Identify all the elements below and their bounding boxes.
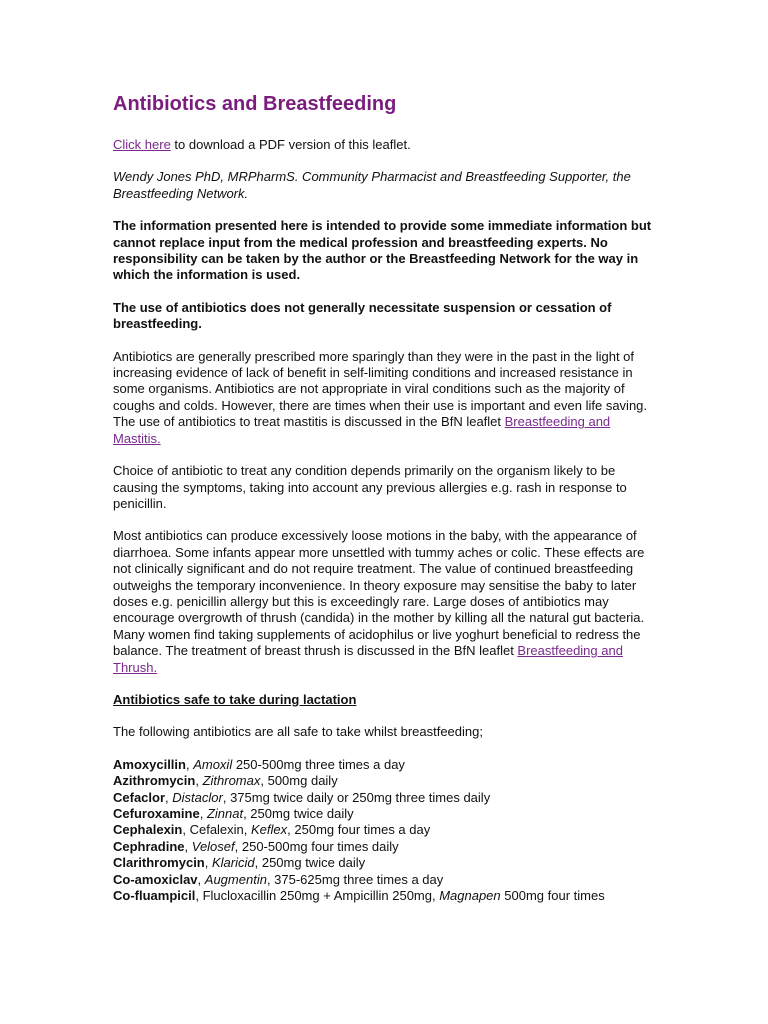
key-statement: The use of antibiotics does not generally necessitate suspension or cessation of breastfeeding. xyxy=(113,299,612,332)
list-item xyxy=(113,806,661,822)
page-title: Antibiotics and Breastfeeding xyxy=(113,93,397,115)
list-item xyxy=(113,773,661,789)
brand-name: Keflex xyxy=(251,822,288,838)
intro-paragraph-text: Antibiotics are generally prescribed more sparingly than they were in the past in the light of increasing evidence of lack of benefit in self-limiting conditions and increased resistance in some organisms. Antibiotics are not appropriate in viral conditions such as the majority of coughs and colds. However, there are times when their use is important and even life saving. The use of antibiotics to treat mastitis is discussed in the BfN leaflet xyxy=(113,348,648,430)
drug-separator: , xyxy=(184,838,192,854)
drug-name: Cefuroxamine xyxy=(113,806,200,821)
brand-name: Magnapen xyxy=(439,888,501,904)
dose-text: 250-500mg three times a day xyxy=(232,756,405,772)
intro-paragraph xyxy=(113,349,661,447)
dose-text: 500mg four times xyxy=(500,888,605,904)
list-item xyxy=(113,757,661,773)
download-line-text: to download a PDF version of this leaflet. xyxy=(170,137,411,152)
drug-name: Cefaclor xyxy=(113,789,166,805)
author-line: Wendy Jones PhD, MRPharmS. Community Pharmacist and Breastfeeding Supporter, the Breastfeeding Network. xyxy=(113,169,631,201)
leaflet-page xyxy=(113,92,661,904)
drug-separator: , Cefalexin, xyxy=(182,822,252,838)
drug-separator: , xyxy=(185,756,194,772)
list-item xyxy=(113,839,661,855)
drug-name: Cephalexin xyxy=(113,822,183,838)
drug-separator: , xyxy=(199,806,207,821)
brand-name: Velosef xyxy=(191,838,235,854)
drug-separator: , xyxy=(204,855,212,871)
dose-text: , 250mg twice daily xyxy=(243,806,354,821)
list-item xyxy=(113,872,661,888)
brand-name: Augmentin xyxy=(204,871,267,887)
dose-text: , 375-625mg three times a day xyxy=(266,871,444,887)
drug-name: Co-amoxiclav xyxy=(113,871,198,887)
dose-text: , 250-500mg four times daily xyxy=(234,838,399,854)
section-heading: Antibiotics safe to take during lactation xyxy=(113,691,357,707)
list-item xyxy=(113,888,661,904)
brand-name: Zithromax xyxy=(202,773,261,789)
disclaimer: The information presented here is intended to provide some immediate information but cannot replace input from the medical profession and breastfeeding experts. No responsibility can be taken by the author or the Breastfeeding Network for the way in which the information is used. xyxy=(113,218,652,283)
list-intro: The following antibiotics are all safe to take whilst breastfeeding; xyxy=(113,724,483,740)
mastitis-leaflet-link[interactable]: Breastfeeding and Mastitis. xyxy=(113,414,611,446)
side-effects-paragraph xyxy=(113,528,661,676)
antibiotic-list xyxy=(113,757,661,905)
drug-separator: , xyxy=(165,789,173,805)
list-item xyxy=(113,822,661,838)
brand-name: Amoxil xyxy=(193,756,233,772)
drug-name: Clarithromycin xyxy=(113,855,205,871)
drug-separator: , Flucloxacillin 250mg + Ampicillin 250mg, xyxy=(195,888,440,904)
download-line xyxy=(113,137,661,153)
dose-text: , 375mg twice daily or 250mg three times daily xyxy=(222,789,491,805)
drug-name: Cephradine xyxy=(113,838,185,854)
list-item xyxy=(113,855,661,871)
list-item xyxy=(113,790,661,806)
choice-paragraph: Choice of antibiotic to treat any condition depends primarily on the organism likely to be causing the symptoms, taking into account any previous allergies e.g. rash in response to penicillin. xyxy=(113,463,627,511)
drug-separator: , xyxy=(195,773,203,789)
drug-name: Azithromycin xyxy=(113,773,196,789)
drug-separator: , xyxy=(197,871,205,887)
dose-text: , 250mg twice daily xyxy=(254,855,366,871)
brand-name: Distaclor xyxy=(172,789,223,805)
dose-text: , 500mg daily xyxy=(260,773,338,789)
side-effects-text: Most antibiotics can produce excessively loose motions in the baby, with the appearance of diarrhoea. Some infants appear more unsettled with tummy aches or colic. These effects are not clinically significant and do not require treatment. The value of continued breastfeeding outweighs the temporary inconvenience. In theory exposure may sensitise the baby to later doses e.g. penicillin allergy but this is exceedingly rare. Large doses of antibiotics may encourage overgrowth of thrush (candida) in the mother by killing all the natural gut bacteria. Many women find taking supplements of acidophilus or live yoghurt beneficial to redress the balance. The treatment of breast thrush is discussed in the BfN leaflet xyxy=(113,528,645,659)
dose-text: , 250mg four times a day xyxy=(287,822,431,838)
brand-name: Klaricid xyxy=(211,855,255,871)
drug-name: Amoxycillin xyxy=(113,756,186,772)
thrush-leaflet-link[interactable]: Breastfeeding and Thrush. xyxy=(113,643,623,675)
brand-name: Zinnat xyxy=(206,806,244,821)
pdf-download-link[interactable]: Click here xyxy=(113,137,171,152)
drug-name: Co-fluampicil xyxy=(113,888,196,904)
